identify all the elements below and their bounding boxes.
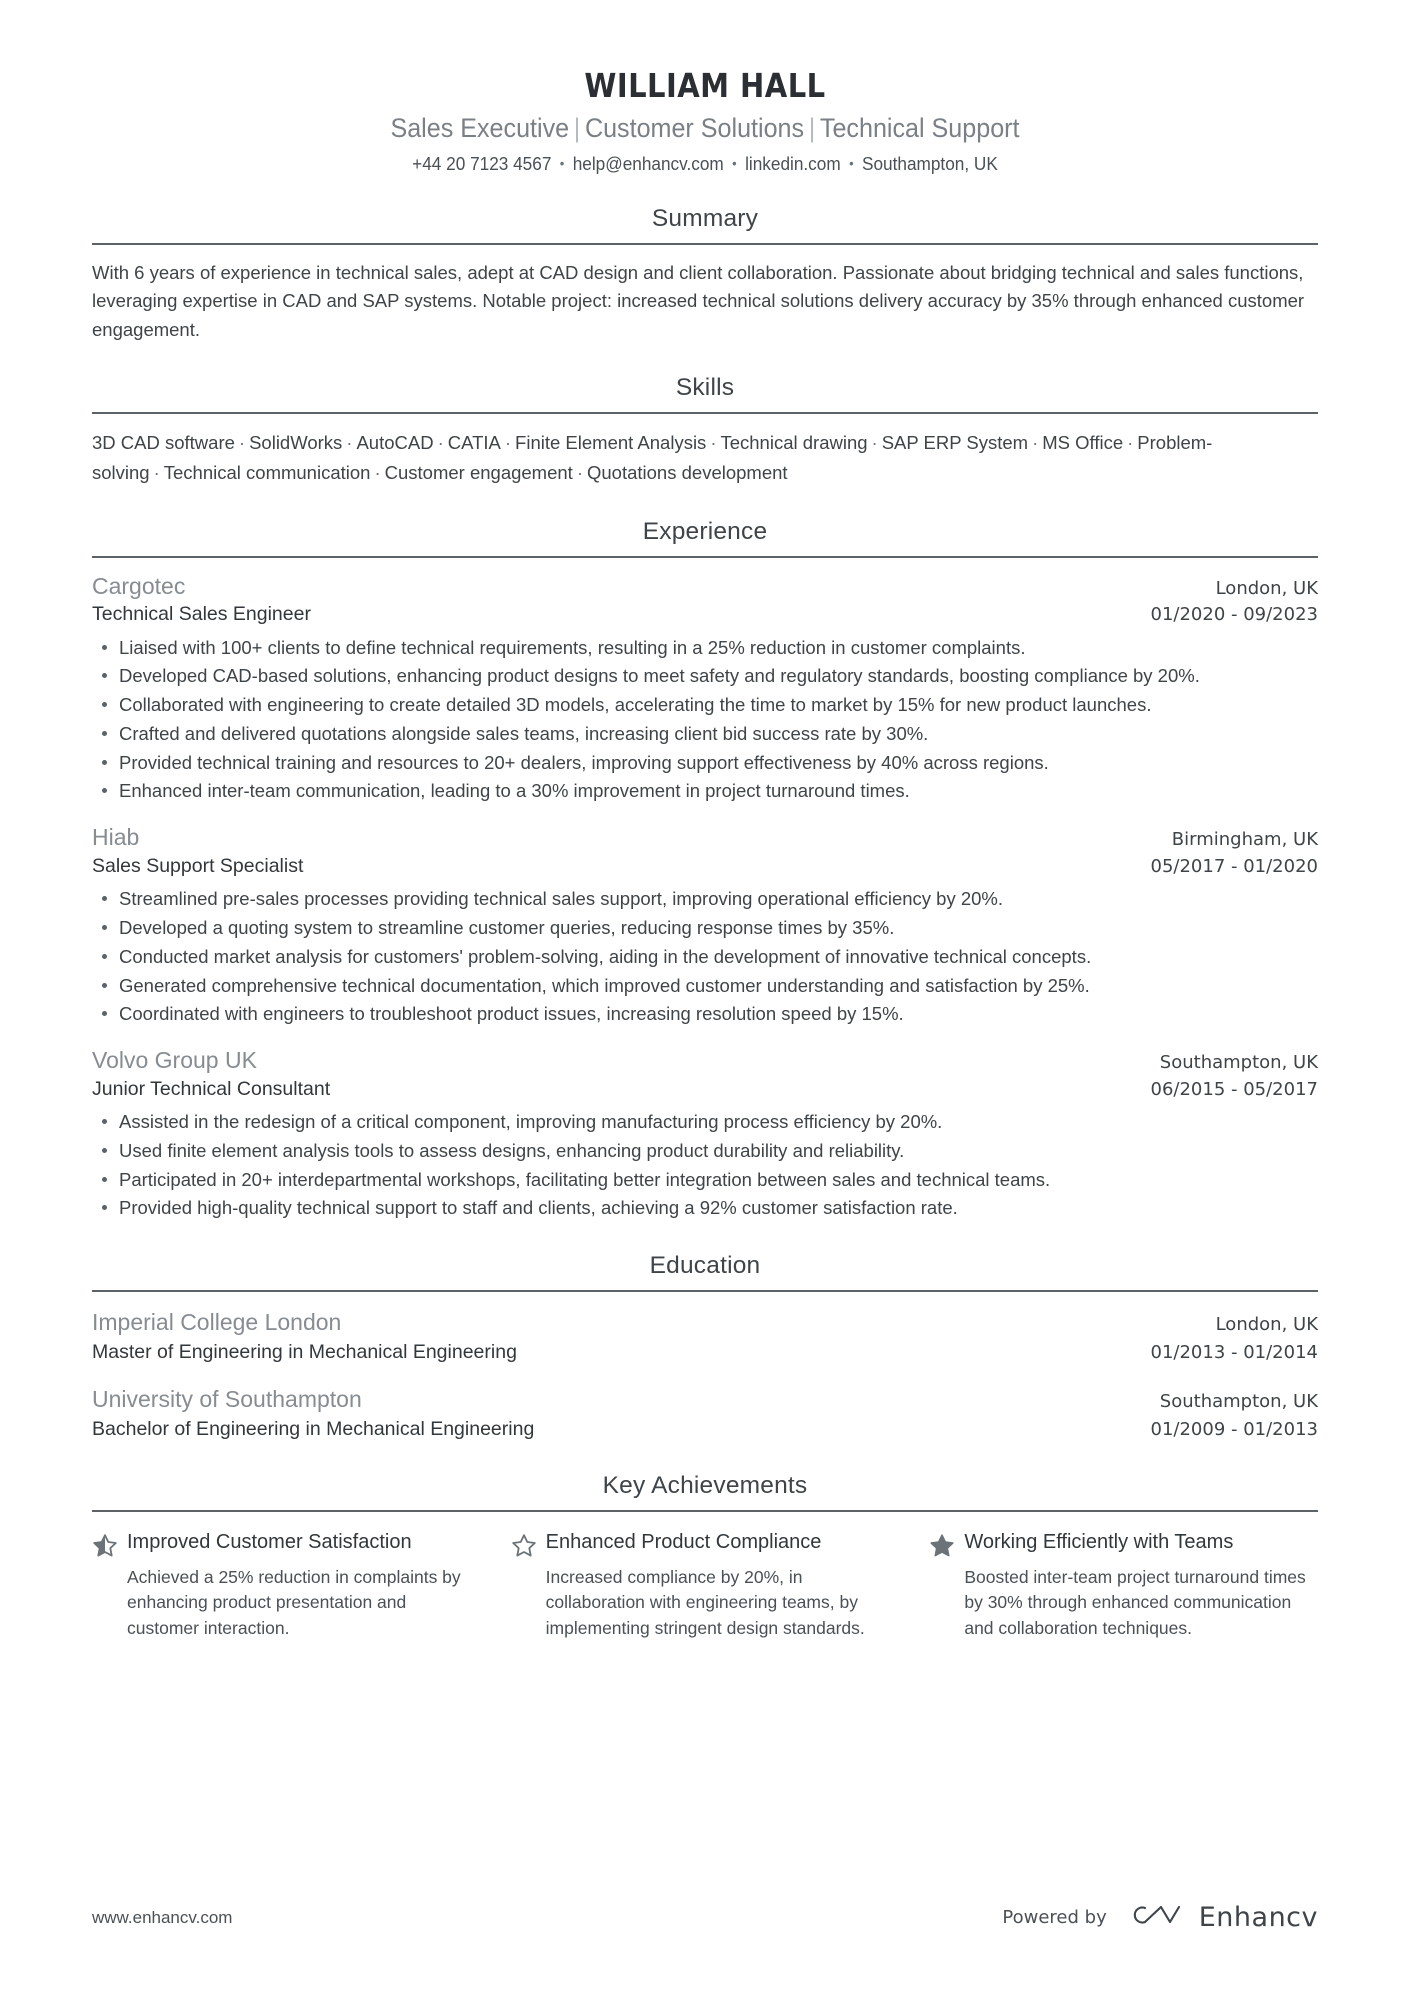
section-title-achievements: Key Achievements: [602, 1472, 808, 1500]
star-filled-icon: [929, 1533, 955, 1559]
skill-separator-icon: ·: [238, 431, 246, 453]
experience-entry-bottom-row: [92, 852, 1318, 879]
skill-item: AutoCAD: [356, 431, 434, 453]
section-achievements: [92, 1472, 1318, 1641]
summary-text: With 6 years of experience in technical sales, adept at CAD design and client collaboration. Passionate about bridging technical and sales functions, leveraging expertise in CAD and SAP systems. Notable project: increased technical solutions delivery accuracy by 35% through enhanced customer engagement.: [92, 262, 1305, 340]
education-entry-top-row: [92, 1385, 1318, 1414]
experience-bullet: Used finite element analysis tools to assess designs, enhancing product durability and reliability.: [119, 1137, 1318, 1165]
contact-line: [135, 153, 1275, 175]
skill-separator-icon: ·: [1127, 431, 1134, 453]
enhancv-logo-icon: [1125, 1900, 1187, 1935]
experience-company: Volvo Group UK: [92, 1047, 257, 1074]
education-location: London, UK: [1215, 1314, 1318, 1336]
education-entry-bottom-row: [92, 1337, 1318, 1365]
skill-item: 3D CAD software: [92, 431, 235, 453]
experience-bullet: Assisted in the redesign of a critical component, improving manufacturing process efficiency by 20%.: [119, 1108, 1318, 1136]
education-entry: [92, 1292, 1318, 1365]
star-half-icon: [92, 1533, 118, 1559]
page-footer: [92, 1900, 1318, 1935]
experience-dates: 06/2015 - 05/2017: [1150, 1078, 1318, 1100]
achievement-item: [929, 1530, 1318, 1641]
headline-part-1: Sales Executive: [390, 113, 570, 144]
achievement-body: [127, 1530, 481, 1641]
section-title-experience: Experience: [642, 517, 768, 545]
skill-separator-icon: ·: [346, 431, 353, 453]
education-school: Imperial College London: [92, 1309, 342, 1336]
experience-entry: [92, 558, 1318, 806]
experience-entry-top-row: [92, 1046, 1318, 1075]
achievement-body: [964, 1530, 1318, 1641]
experience-bullet: Provided high-quality technical support to staff and clients, achieving a 92% customer satisfaction rate.: [119, 1194, 1318, 1222]
education-degree: Bachelor of Engineering in Mechanical Engineering: [92, 1417, 535, 1440]
skill-separator-icon: ·: [153, 461, 160, 483]
achievements-grid: [92, 1512, 1318, 1641]
section-title-summary: Summary: [651, 205, 759, 233]
experience-bullet-list: [92, 885, 1318, 1028]
powered-by-label: Powered by: [1002, 1907, 1107, 1928]
experience-bullet: Streamlined pre-sales processes providing technical sales support, improving operational efficiency by 20%.: [119, 885, 1318, 913]
experience-bullet: Collaborated with engineering to create detailed 3D models, accelerating the time to market by 15% for new product launches.: [119, 691, 1318, 719]
education-entry: [92, 1365, 1318, 1442]
contact-separator-icon: •: [849, 155, 854, 172]
section-title-education: Education: [649, 1252, 761, 1280]
section-summary: [92, 205, 1318, 343]
education-entry-top-row: [92, 1308, 1318, 1337]
education-school: University of Southampton: [92, 1386, 362, 1413]
experience-company: Cargotec: [92, 572, 186, 599]
headline-separator: |: [808, 113, 816, 144]
experience-role: Technical Sales Engineer: [92, 603, 311, 626]
achievement-description: Boosted inter-team project turnaround times by 30% through enhanced communication and collaboration techniques.: [964, 1566, 1306, 1638]
section-title-skills: Skills: [675, 373, 735, 401]
section-experience: [92, 518, 1318, 1223]
experience-entry: [92, 806, 1318, 1028]
education-list: [92, 1292, 1318, 1442]
headline-part-2: Customer Solutions: [584, 113, 805, 144]
contact-separator-icon: •: [732, 155, 737, 172]
achievement-heading: Working Efficiently with Teams: [964, 1531, 1234, 1554]
achievement-item: [511, 1530, 900, 1641]
footer-branding: [1002, 1900, 1318, 1935]
section-education: [92, 1252, 1318, 1442]
experience-entry-bottom-row: [92, 1075, 1318, 1102]
achievement-item: [92, 1530, 481, 1641]
experience-list: [92, 558, 1318, 1223]
experience-bullet-list: [92, 634, 1318, 806]
education-entry-bottom-row: [92, 1414, 1318, 1442]
resume-content: [92, 0, 1318, 1641]
contact-linkedin[interactable]: linkedin.com: [745, 153, 841, 175]
skill-item: Quotations development: [587, 461, 788, 483]
candidate-headline: [135, 113, 1275, 144]
experience-entry-top-row: [92, 572, 1318, 601]
achievement-heading: Enhanced Product Compliance: [545, 1531, 822, 1554]
experience-entry-top-row: [92, 823, 1318, 852]
skill-separator-icon: ·: [576, 461, 583, 483]
education-dates: 01/2013 - 01/2014: [1150, 1341, 1318, 1363]
experience-bullet: Provided technical training and resources to 20+ dealers, improving support effectiveness by 40% across regions.: [119, 749, 1318, 777]
skill-item: Customer engagement: [384, 461, 573, 483]
achievement-heading: Improved Customer Satisfaction: [127, 1531, 412, 1554]
experience-bullet: Liaised with 100+ clients to define technical requirements, resulting in a 25% reduction in customer complaints.: [119, 634, 1318, 662]
skill-separator-icon: ·: [437, 431, 444, 453]
contact-location: Southampton, UK: [861, 153, 998, 175]
section-skills: [92, 374, 1318, 488]
achievement-description: Achieved a 25% reduction in complaints by enhancing product presentation and customer interaction.: [127, 1566, 461, 1638]
candidate-name: WILLIAM HALL: [584, 66, 826, 105]
achievement-body: [546, 1530, 900, 1641]
experience-dates: 05/2017 - 01/2020: [1150, 855, 1318, 877]
headline-separator: |: [573, 113, 581, 144]
headline-part-3: Technical Support: [819, 113, 1020, 144]
experience-location: Birmingham, UK: [1171, 829, 1318, 851]
skill-item: Technical communication: [163, 461, 371, 483]
skill-item: MS Office: [1042, 431, 1124, 453]
skill-separator-icon: ·: [710, 431, 717, 453]
experience-bullet: Crafted and delivered quotations alongside sales teams, increasing client bid success rate by 30%.: [119, 720, 1318, 748]
enhancv-wordmark: Enhancv: [1198, 1902, 1318, 1933]
experience-bullet: Developed a quoting system to streamline customer queries, reducing response times by 35%.: [119, 914, 1318, 942]
skill-item: CATIA: [447, 431, 501, 453]
skill-item: SAP ERP System: [881, 431, 1029, 453]
achievement-description: Increased compliance by 20%, in collaboration with engineering teams, by implementing stringent design standards.: [545, 1566, 865, 1638]
skill-separator-icon: ·: [504, 431, 512, 453]
experience-dates: 01/2020 - 09/2023: [1150, 604, 1318, 626]
experience-entry-bottom-row: [92, 600, 1318, 627]
experience-location: London, UK: [1215, 577, 1318, 599]
experience-bullet: Participated in 20+ interdepartmental workshops, facilitating better integration between sales and technical teams.: [119, 1166, 1318, 1194]
experience-role: Junior Technical Consultant: [92, 1077, 331, 1100]
experience-bullet: Conducted market analysis for customers' problem-solving, aiding in the development of innovative technical concepts.: [119, 943, 1318, 971]
experience-role: Sales Support Specialist: [92, 854, 304, 877]
star-outline-icon: [511, 1533, 537, 1559]
contact-separator-icon: •: [559, 155, 565, 172]
experience-bullet: Generated comprehensive technical documentation, which improved customer understanding and satisfaction by 25%.: [119, 972, 1318, 1000]
education-degree: Master of Engineering in Mechanical Engineering: [92, 1340, 517, 1363]
resume-header: [92, 0, 1318, 175]
contact-phone: +44 20 7123 4567: [412, 153, 552, 175]
skill-item: SolidWorks: [249, 431, 343, 453]
experience-company: Hiab: [92, 824, 140, 851]
experience-bullet: Developed CAD-based solutions, enhancing product designs to meet safety and regulatory standards, boosting compliance by 20%.: [119, 662, 1318, 690]
experience-entry: [92, 1029, 1318, 1222]
skill-separator-icon: ·: [374, 461, 381, 483]
contact-email[interactable]: help@enhancv.com: [572, 153, 724, 175]
skill-item: Technical drawing: [720, 431, 868, 453]
footer-website-link[interactable]: www.enhancv.com: [92, 1907, 233, 1927]
skill-item: Problem-solving: [92, 431, 1213, 483]
skill-separator-icon: ·: [1032, 431, 1039, 453]
experience-location: Southampton, UK: [1159, 1052, 1318, 1074]
skill-separator-icon: ·: [871, 431, 878, 453]
experience-bullet-list: [92, 1108, 1318, 1222]
skill-item: Finite Element Analysis: [515, 431, 707, 453]
experience-bullet: Coordinated with engineers to troubleshoot product issues, increasing resolution speed by 15%.: [119, 1000, 1318, 1028]
education-dates: 01/2009 - 01/2013: [1150, 1418, 1318, 1440]
experience-bullet: Enhanced inter-team communication, leading to a 30% improvement in project turnaround times.: [119, 777, 1318, 805]
education-location: Southampton, UK: [1159, 1391, 1318, 1413]
skills-list: [92, 414, 1318, 488]
